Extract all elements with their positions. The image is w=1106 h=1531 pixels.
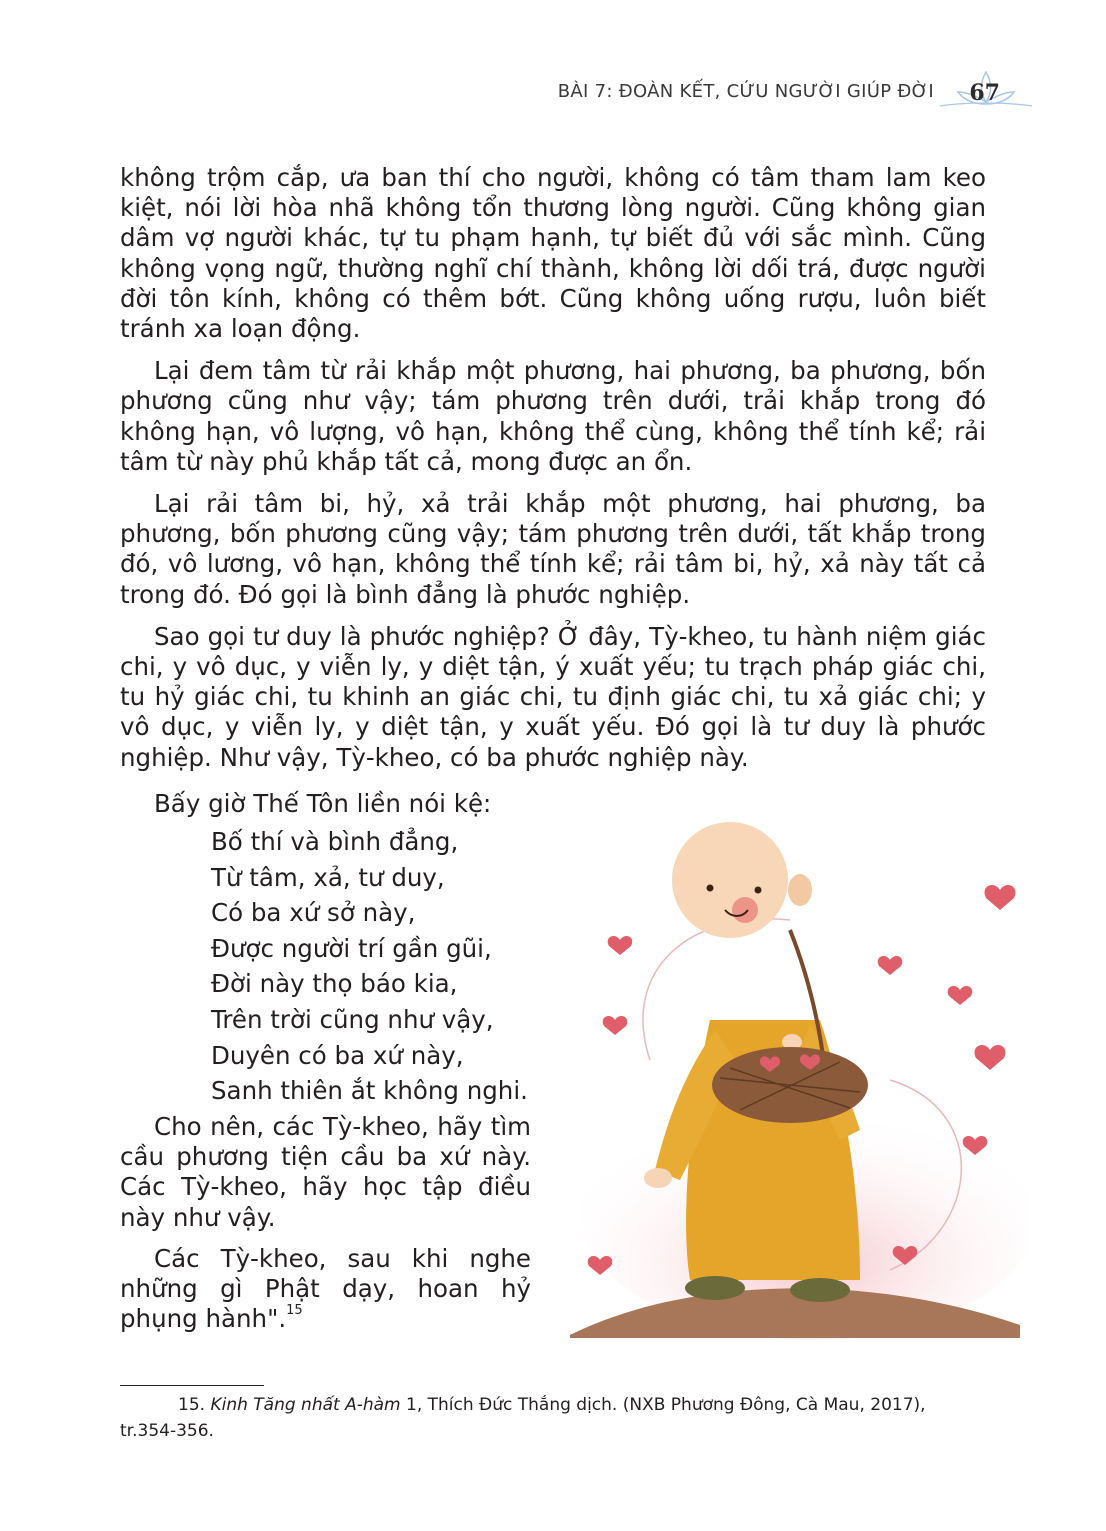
footnote	[120, 1392, 986, 1444]
footnote-reference: 15	[286, 1303, 303, 1319]
heart-petal	[608, 936, 633, 955]
verse-intro: Bấy giờ Thế Tôn liền nói kệ:	[154, 789, 492, 818]
heart-petal	[975, 1045, 1006, 1070]
footnote-details: 1, Thích Đức Thắng dịch. (NXB Phương Đông, Cà Mau, 2017), tr.354-356.	[120, 1395, 926, 1441]
verse-line: Đời này thọ báo kia,	[211, 969, 458, 999]
paragraph	[120, 1244, 531, 1335]
footnote-source-title: Kinh Tăng nhất A-hàm	[210, 1395, 401, 1415]
verse-line: Bố thí và bình đẳng,	[211, 827, 459, 856]
verse-line: Được người trí gần gũi,	[211, 933, 492, 963]
heart-petal	[948, 986, 973, 1005]
verse	[211, 824, 528, 1109]
right-shoe	[790, 1278, 850, 1302]
head	[672, 822, 812, 938]
eye	[707, 885, 714, 892]
heart-petal	[603, 1016, 628, 1035]
paragraph: Lại rải tâm bi, hỷ, xả trải khắp một phương, hai phương, ba phương, bốn phương cũng vậy; tám phương trên dưới, tất khắp trong đó, vô lương, vô hạn, không thể tính kể; rải tâm bi, hỷ, xả này tất cả trong đó. Đó gọi là bình đẳng là phước nghiệp.	[120, 489, 986, 609]
heart-petal	[878, 956, 903, 975]
verse-line: Sanh thiên ắt không nghi.	[211, 1076, 528, 1106]
verse-line: Có ba xứ sở này,	[211, 898, 416, 928]
verse-line: Duyên có ba xứ này,	[211, 1040, 464, 1070]
paragraph: Lại đem tâm từ rải khắp một phương, hai phương, ba phương, bốn phương cũng như vậy; tám phương trên dưới, trải khắp trong đó không hạn, vô lượng, vô hạn, không thể cùng, không thể tính kể; rải tâm từ này phủ khắp tất cả, mong được an ổn.	[120, 356, 986, 476]
main-body	[120, 163, 986, 785]
heart-petal	[985, 885, 1016, 910]
closing-text	[120, 1112, 531, 1345]
verse-line: Từ tâm, xả, tư duy,	[211, 862, 445, 892]
verse-line: Trên trời cũng như vậy,	[211, 1004, 494, 1034]
footnote-number: 15.	[178, 1395, 206, 1415]
lesson-title: BÀI 7: ĐOÀN KẾT, CỨU NGƯỜI GIÚP ĐỜI	[557, 81, 934, 102]
paragraph-text: Các Tỳ-kheo, sau khi nghe những gì Phật dạy, hoan hỷ phụng hành".	[120, 1243, 531, 1334]
paragraph: không trộm cắp, ưa ban thí cho người, không có tâm tham lam keo kiệt, nói lời hòa nhã không tổn thương lòng người. Cũng không gian dâm vợ người khác, tự tu phạm hạnh, tự biết đủ với sắc mình. Cũng không vọng ngữ, thường nghĩ chí thành, không lời dối trá, được người đời tôn kính, không có thêm bớt. Cũng không uống rượu, luôn biết tránh xa loạn động.	[120, 163, 986, 344]
monk-illustration	[560, 810, 1030, 1350]
eye	[755, 887, 762, 894]
left-shoe	[685, 1276, 745, 1300]
footnote-divider	[120, 1385, 264, 1386]
cheek	[732, 897, 758, 923]
paragraph: Cho nên, các Tỳ-kheo, hãy tìm cầu phương tiện cầu ba xứ này. Các Tỳ-kheo, hãy học tập điều này như vậy.	[120, 1112, 531, 1232]
running-header	[516, 72, 1036, 116]
paragraph: Sao gọi tư duy là phước nghiệp? Ở đây, Tỳ-kheo, tu hành niệm giác chi, y vô dục, y viễn ly, y diệt tận, ý xuất yếu; tu trạch pháp giác chi, tu hỷ giác chi, tu khinh an giác chi, tu định giác chi, tu xả giác chi; y vô dục, y viễn ly, y diệt tận, y xuất yếu. Đó gọi là tư duy là phước nghiệp. Như vậy, Tỳ-kheo, có ba phước nghiệp này.	[120, 621, 986, 772]
page-number: 67	[969, 80, 1000, 106]
left-hand	[644, 1168, 672, 1188]
